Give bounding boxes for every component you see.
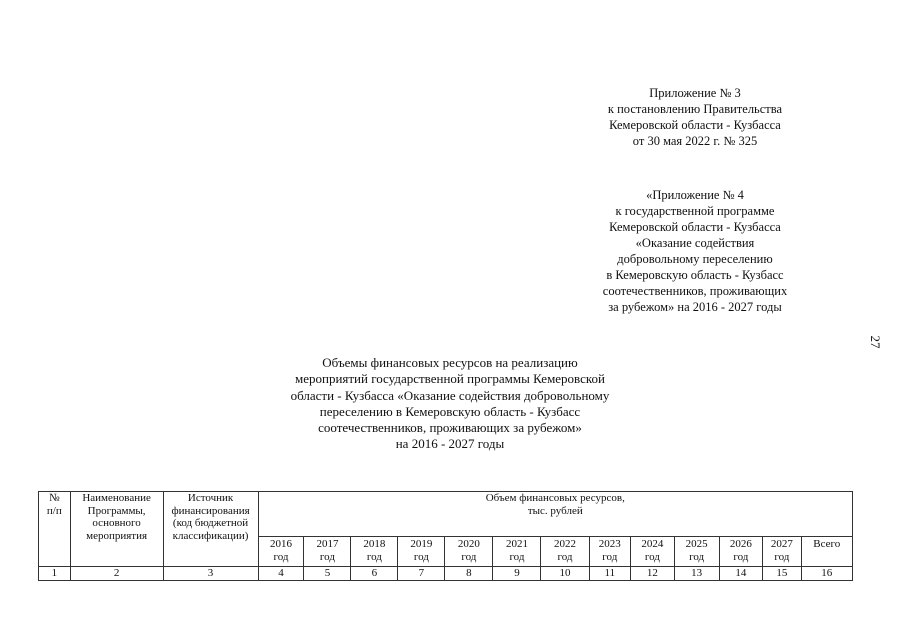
appendix-3-line: к постановлению Правительства xyxy=(607,102,783,116)
appendix-4-line: «Приложение № 4 xyxy=(646,188,744,202)
year-cell: 2027 год xyxy=(763,537,801,567)
index-cell: 5 xyxy=(304,567,351,581)
year-cell: 2018 год xyxy=(351,537,398,567)
title-line: соотечественников, проживающих за рубежом» xyxy=(318,420,582,436)
total-header: Всего xyxy=(801,537,853,567)
year-cell: 2020 год xyxy=(445,537,493,567)
index-cell: 7 xyxy=(398,567,445,581)
finance-table xyxy=(38,491,853,581)
index-cell: 2 xyxy=(70,567,163,581)
index-cell: 11 xyxy=(589,567,631,581)
title-line: мероприятий государственной программы Кемеровской xyxy=(294,371,606,387)
year-cell: 2017 год xyxy=(304,537,351,567)
index-cell: 14 xyxy=(719,567,763,581)
document-title xyxy=(235,355,665,453)
year-cell: 2023 год xyxy=(589,537,631,567)
header-source: Источник финансирования (код бюджетной классификации) xyxy=(163,492,258,567)
appendix-3-line: от 30 мая 2022 г. № 325 xyxy=(632,134,758,148)
index-cell: 13 xyxy=(674,567,719,581)
title-line: Объемы финансовых ресурсов на реализацию xyxy=(322,355,578,370)
index-cell: 9 xyxy=(493,567,541,581)
appendix-3-block xyxy=(565,85,825,149)
appendix-4-line: соотечественников, проживающих xyxy=(602,284,788,298)
appendix-4-line: в Кемеровскую область - Кузбасс xyxy=(606,268,784,282)
index-cell: 6 xyxy=(351,567,398,581)
index-cell: 4 xyxy=(258,567,304,581)
title-line: на 2016 - 2027 годы xyxy=(395,436,505,452)
appendix-4-block xyxy=(565,187,825,315)
appendix-3-line: Кемеровской области - Кузбасса xyxy=(609,118,781,132)
index-cell: 3 xyxy=(163,567,258,581)
index-cell: 1 xyxy=(39,567,71,581)
title-line: области - Кузбасса «Оказание содействия добровольному xyxy=(290,387,610,403)
index-row xyxy=(39,567,853,581)
appendix-4-line: за рубежом» на 2016 - 2027 годы xyxy=(608,300,782,314)
index-cell: 15 xyxy=(763,567,801,581)
index-cell: 10 xyxy=(541,567,589,581)
year-cell: 2019 год xyxy=(398,537,445,567)
header-volume: Объем финансовых ресурсов, тыс. рублей xyxy=(258,492,852,537)
appendix-4-line: Кемеровской области - Кузбасса xyxy=(609,220,781,234)
appendix-4-line: к государственной программе xyxy=(615,204,775,218)
year-cell: 2022 год xyxy=(541,537,589,567)
header-row xyxy=(39,492,853,537)
index-cell: 8 xyxy=(445,567,493,581)
year-cell: 2026 год xyxy=(719,537,763,567)
year-cell: 2021 год xyxy=(493,537,541,567)
title-line: переселению в Кемеровскую область - Кузбасс xyxy=(319,403,581,419)
year-cell: 2016 год xyxy=(258,537,304,567)
appendix-4-line: «Оказание содействия xyxy=(635,236,755,250)
page-number: 27 xyxy=(868,335,883,349)
header-name: Наименование Программы, основного мероприятия xyxy=(70,492,163,567)
appendix-3-line: Приложение № 3 xyxy=(649,86,741,100)
header-number: № п/п xyxy=(39,492,71,567)
year-cell: 2024 год xyxy=(631,537,675,567)
index-cell: 12 xyxy=(631,567,675,581)
index-cell: 16 xyxy=(801,567,853,581)
year-cell: 2025 год xyxy=(674,537,719,567)
appendix-4-line: добровольному переселению xyxy=(617,252,773,266)
